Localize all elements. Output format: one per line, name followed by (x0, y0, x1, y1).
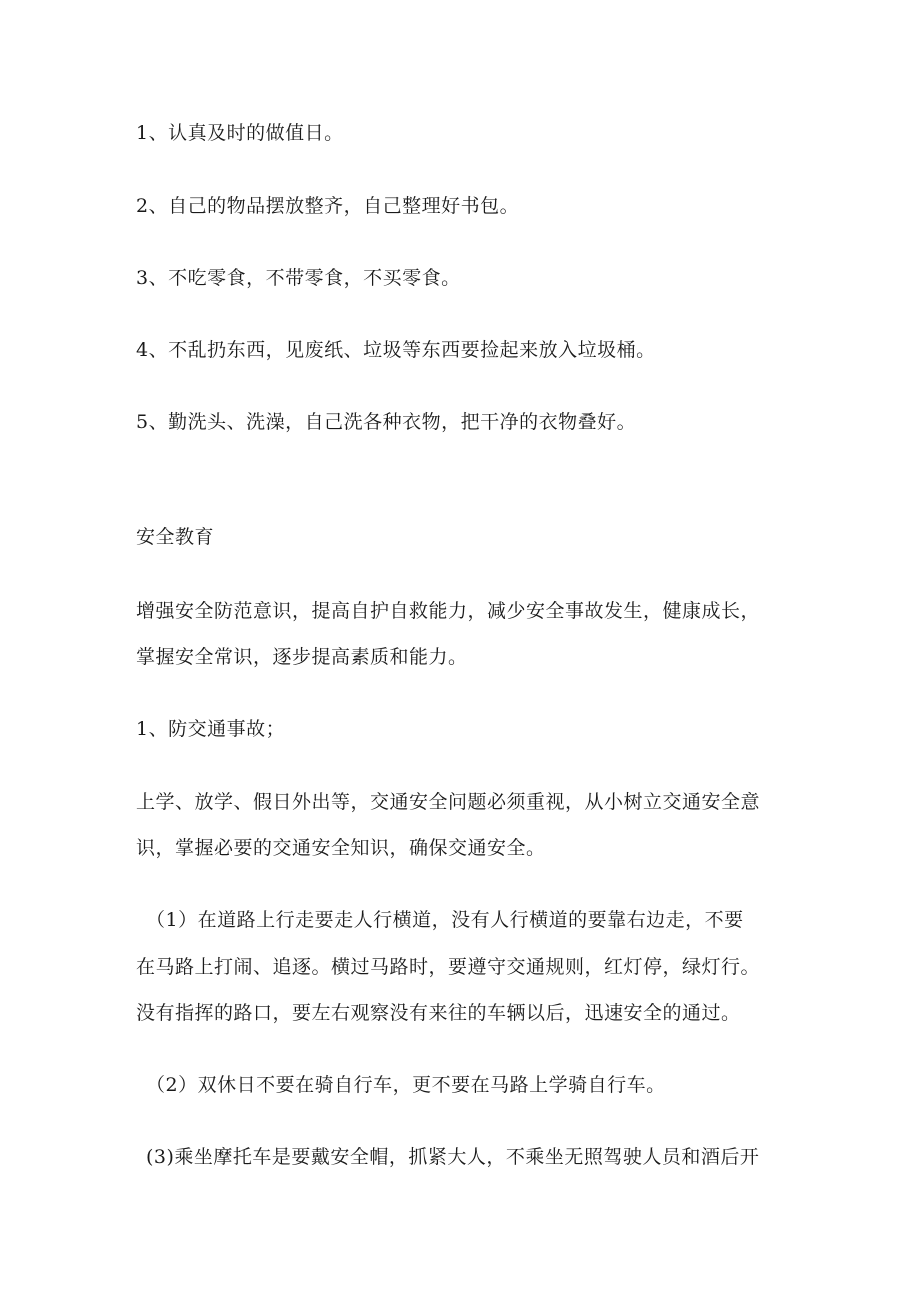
habit-item-4: 4、不乱扔东西，见废纸、垃圾等东西要捡起来放入垃圾桶。 (136, 339, 656, 361)
section-heading: 安全教育 (136, 526, 215, 548)
intro-line-2: 掌握安全常识，逐步提高素质和能力。 (136, 646, 468, 668)
habit-item-5: 5、勤洗头、洗澡，自己洗各种衣物，把干净的衣物叠好。 (136, 411, 637, 433)
rule3-line: (3)乘坐摩托车是要戴安全帽，抓紧大人，不乘坐无照驾驶人员和酒后开 (146, 1146, 760, 1168)
rule1-line-3: 没有指挥的路口，要左右观察没有来往的车辆以后，迅速安全的通过。 (136, 1002, 741, 1024)
rule1-line-1: （1）在道路上行走要走人行横道，没有人行横道的要靠右边走，不要 (146, 909, 744, 931)
traffic-intro-line-2: 识，掌握必要的交通安全知识，确保交通安全。 (136, 837, 546, 859)
habit-item-3: 3、不吃零食，不带零食，不买零食。 (136, 267, 461, 289)
intro-line-1: 增强安全防范意识，提高自护自救能力，减少安全事故发生，健康成长， (136, 600, 761, 622)
habit-item-2: 2、自己的物品摆放整齐，自己整理好书包。 (136, 195, 520, 217)
traffic-intro-line-1: 上学、放学、假日外出等，交通安全问题必须重视，从小树立交通安全意 (136, 791, 761, 813)
rule2-line: （2）双休日不要在骑自行车，更不要在马路上学骑自行车。 (146, 1074, 666, 1096)
traffic-title: 1、防交通事故； (136, 718, 286, 740)
rule1-line-2: 在马路上打闹、追逐。横过马路时，要遵守交通规则，红灯停，绿灯行。 (136, 956, 761, 978)
habit-item-1: 1、认真及时的做值日。 (136, 122, 344, 144)
